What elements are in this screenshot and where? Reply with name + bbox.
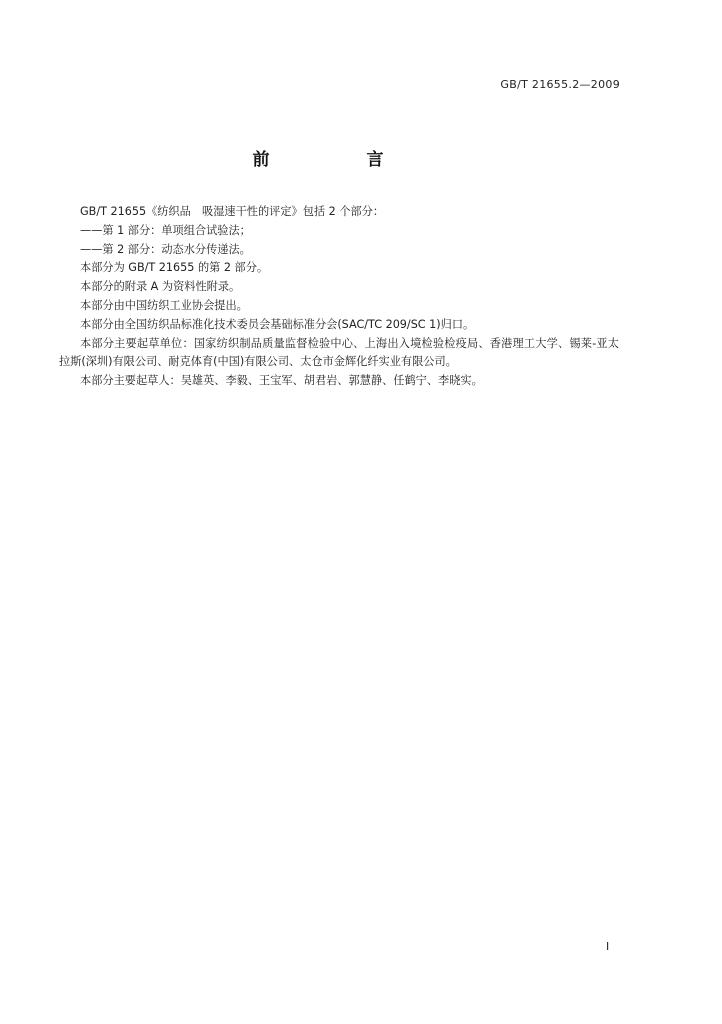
list-item-part-1: ——第 1 部分：单项组合试验法； <box>80 223 251 237</box>
foreword-body <box>59 203 619 391</box>
proposer-statement: 本部分由中国纺织工业协会提出。 <box>80 298 248 312</box>
page-title: 前 言 <box>252 150 424 170</box>
committee-statement: 本部分由全国纺织品标准化技术委员会基础标准分会(SAC/TC 209/SC 1)归口。 <box>80 317 475 331</box>
intro-paragraph: GB/T 21655《纺织品 吸湿速干性的评定》包括 2 个部分： <box>80 205 385 218</box>
annex-statement: 本部分的附录 A 为资料性附录。 <box>80 280 241 294</box>
page-number: I <box>606 940 610 953</box>
drafting-units-statement: 本部分主要起草单位：国家纺织制品质量监督检验中心、上海出入境检验检疫局、香港理工大学、锡莱-亚太拉斯(深圳)有限公司、耐克体育(中国)有限公司、太仓市金辉化纤实业有限公司。 <box>59 336 619 369</box>
standard-number: GB/T 21655.2—2009 <box>500 78 620 91</box>
list-item-part-2: ——第 2 部分：动态水分传递法。 <box>80 242 251 256</box>
drafters-statement: 本部分主要起草人：吴雄英、李毅、王宝军、胡君岩、郭慧静、任鹤宁、李晓实。 <box>80 374 483 388</box>
part-statement: 本部分为 GB/T 21655 的第 2 部分。 <box>80 261 269 275</box>
